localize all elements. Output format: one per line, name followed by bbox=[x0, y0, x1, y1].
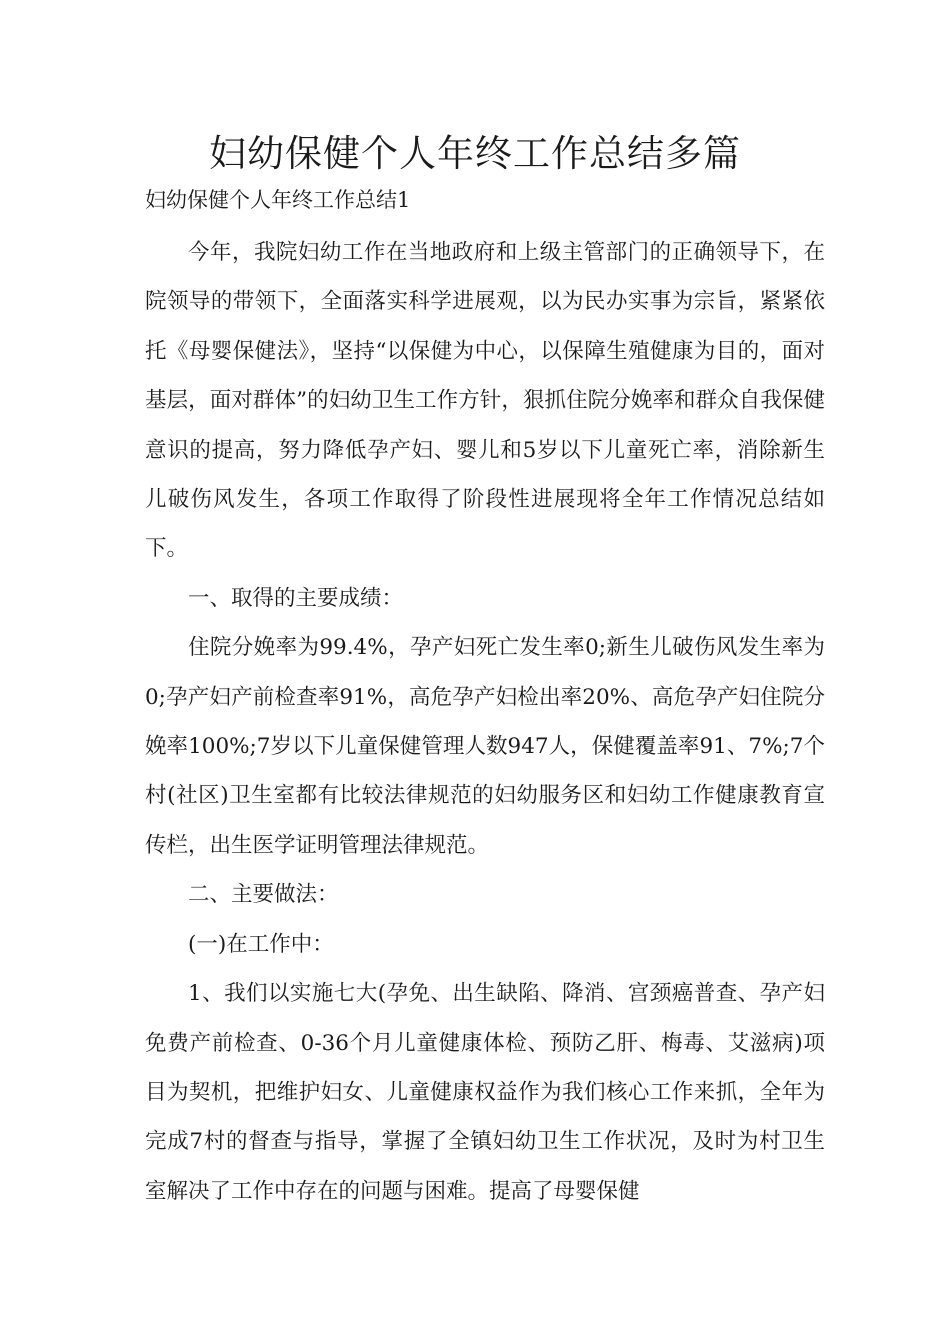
paragraph-achievements: 住院分娩率为99.4%，孕产妇死亡发生率0;新生儿破伤风发生率为0;孕产妇产前检查率91%，高危孕产妇检出率20%、高危孕产妇住院分娩率100%;7岁以下儿童保健管理人数947人，保健覆盖率91、7%;7个村(社区)卫生室都有比较法律规范的妇幼服务区和妇幼工作健康教育宣传栏，出生医学证明管理法律规范。 bbox=[145, 635, 825, 858]
document-body bbox=[145, 228, 825, 1216]
paragraph-heading-achievements: 一、取得的主要成绩： bbox=[188, 585, 404, 611]
paragraph-item-1: 1、我们以实施七大(孕免、出生缺陷、降消、宫颈癌普查、孕产妇免费产前检查、0-36个月儿童健康体检、预防乙肝、梅毒、艾滋病)项目为契机，把维护妇女、儿童健康权益作为我们核心工作来抓，全年为完成7村的督查与指导，掌握了全镇妇幼卫生工作状况，及时为村卫生室解决了工作中存在的问题与困难。提高了母婴保健 bbox=[145, 981, 825, 1204]
paragraph-intro: 今年，我院妇幼工作在当地政府和上级主管部门的正确领导下，在院领导的带领下，全面落实科学进展观，以为民办实事为宗旨，紧紧依托《母婴保健法》，坚持“以保健为中心，以保障生殖健康为目的，面对基层，面对群体”的妇幼卫生工作方针，狠抓住院分娩率和群众自我保健意识的提高，努力降低孕产妇、婴儿和5岁以下儿童死亡率，消除新生儿破伤风发生，各项工作取得了阶段性进展现将全年工作情况总结如下。 bbox=[145, 240, 825, 562]
paragraph-subheading-work: (一)在工作中： bbox=[188, 931, 334, 957]
section-heading: 妇幼保健个人年终工作总结1 bbox=[145, 188, 411, 212]
paragraph-heading-methods: 二、主要做法： bbox=[188, 882, 339, 908]
document-title: 妇幼保健个人年终工作总结多篇 bbox=[209, 132, 741, 175]
